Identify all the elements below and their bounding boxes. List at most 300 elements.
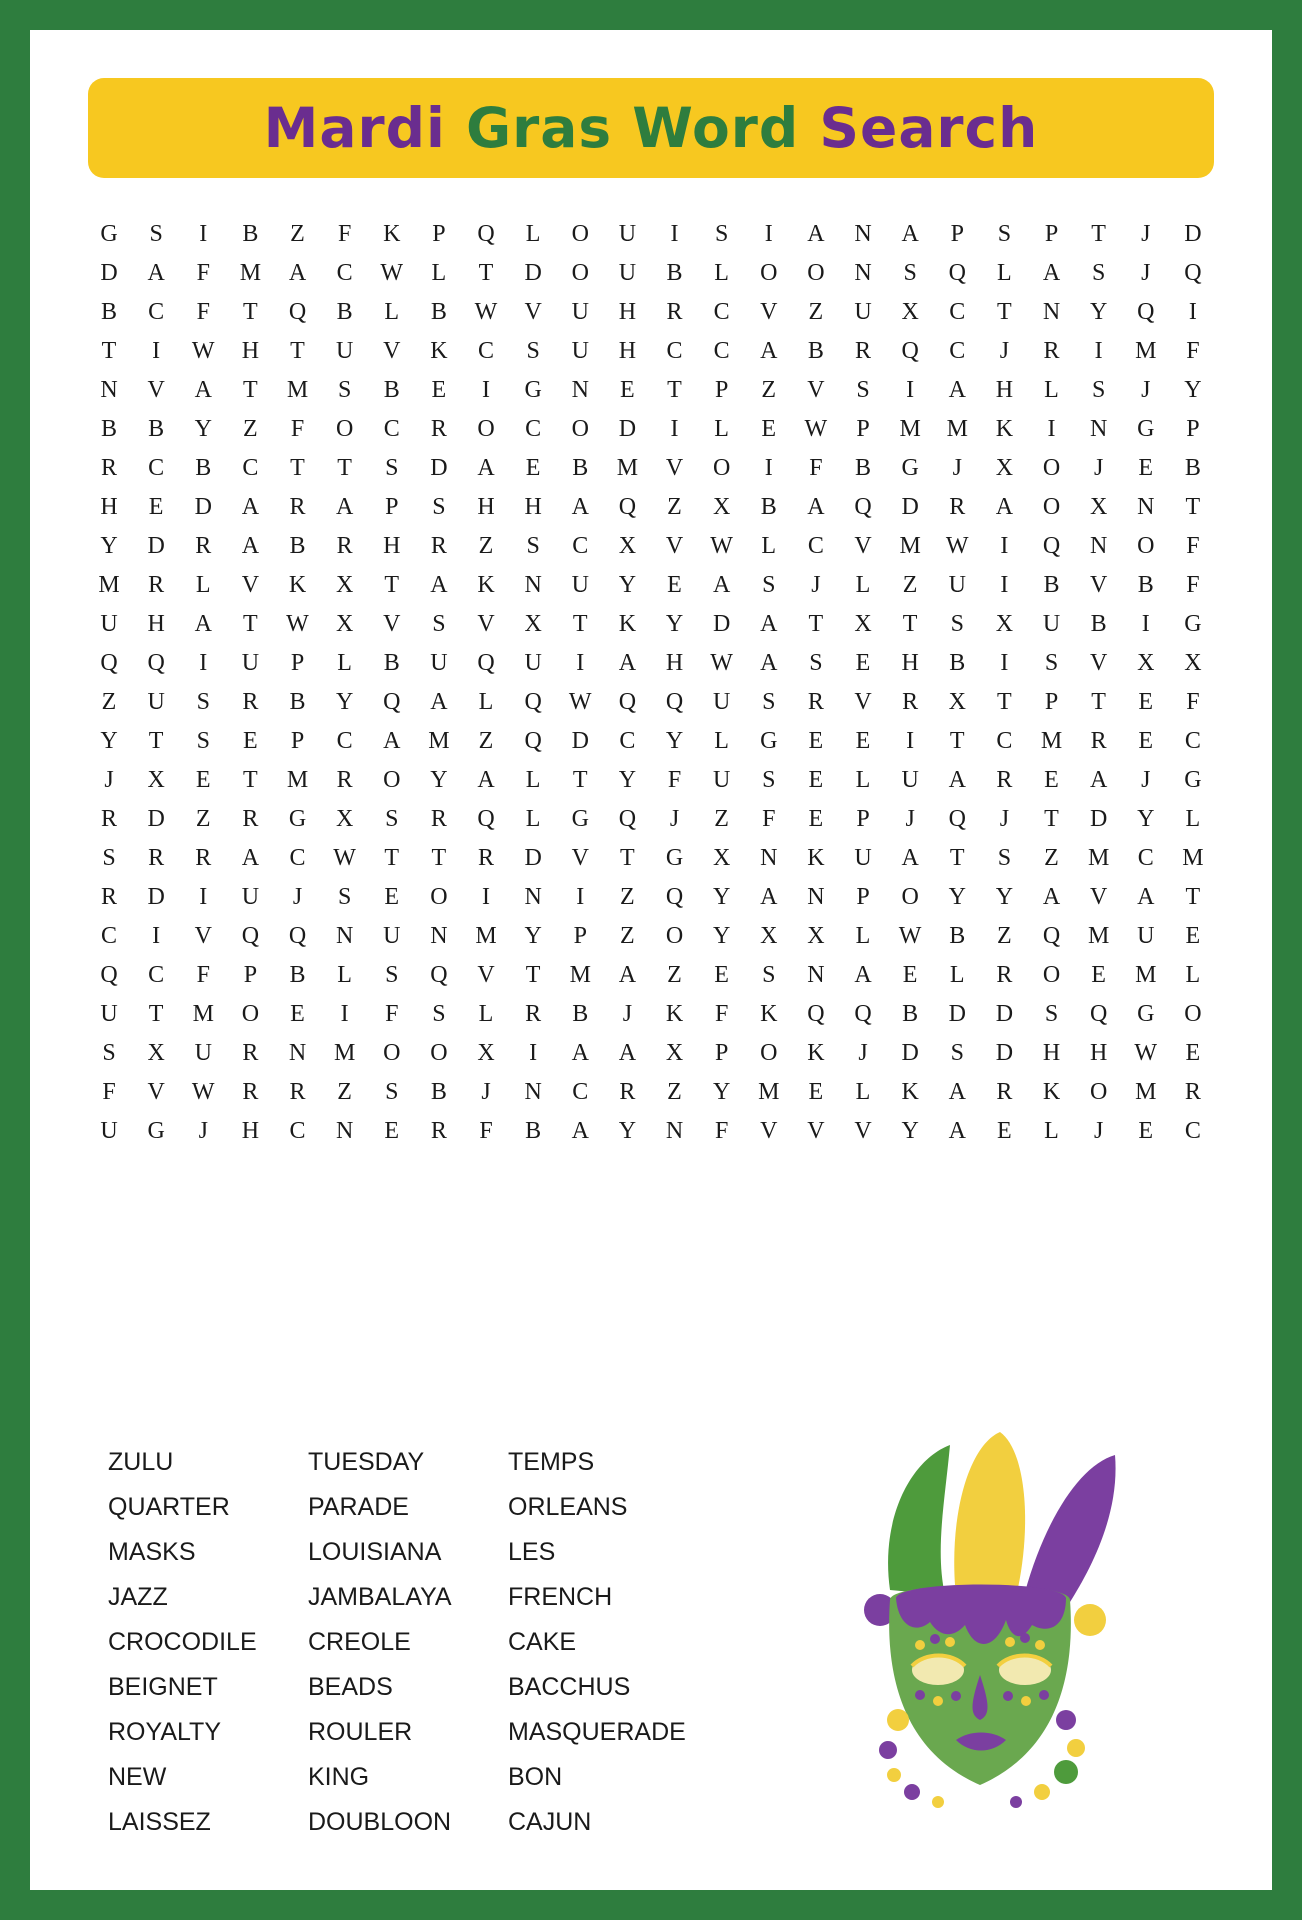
grid-cell: D bbox=[524, 845, 542, 871]
grid-cell: V bbox=[477, 611, 495, 637]
grid-cell: A bbox=[1137, 884, 1155, 910]
grid-cell: F bbox=[196, 962, 210, 988]
grid-cell: M bbox=[333, 1040, 356, 1066]
grid-cell: G bbox=[288, 806, 307, 832]
grid-cell: R bbox=[430, 533, 447, 559]
grid-cell: C bbox=[949, 338, 966, 364]
grid-cell: V bbox=[241, 572, 260, 598]
grid-cell: O bbox=[665, 923, 684, 949]
grid-cell: S bbox=[385, 455, 399, 481]
grid-cell: V bbox=[1089, 650, 1108, 676]
grid-cell: Y bbox=[665, 611, 684, 637]
grid-cell: Q bbox=[524, 689, 542, 715]
grid-cell: M bbox=[1040, 728, 1063, 754]
grid-cell: J bbox=[292, 884, 303, 910]
grid-cell: M bbox=[1135, 962, 1157, 988]
grid-cell: N bbox=[100, 377, 118, 403]
grid-cell: N bbox=[1089, 416, 1108, 442]
grid-cell: A bbox=[901, 845, 919, 871]
grid-cell: S bbox=[385, 806, 399, 832]
grid-cell: N bbox=[288, 1040, 307, 1066]
grid-cell: U bbox=[100, 1118, 118, 1144]
grid-cell: Y bbox=[1184, 377, 1202, 403]
word-list-item: CAJUN bbox=[508, 1808, 592, 1836]
grid-cell: O bbox=[1089, 1079, 1108, 1105]
grid-cell: C bbox=[148, 299, 165, 325]
grid-cell: P bbox=[243, 962, 258, 988]
grid-cell: L bbox=[855, 923, 871, 949]
grid-cell: Z bbox=[667, 1079, 682, 1105]
grid-cell: Z bbox=[195, 806, 211, 832]
grid-cell: O bbox=[430, 1040, 448, 1066]
word-list-item: MASKS bbox=[108, 1538, 196, 1566]
grid-cell: S bbox=[714, 221, 729, 247]
grid-cell: O bbox=[241, 1001, 260, 1027]
grid-cell: G bbox=[524, 377, 542, 403]
grid-cell: S bbox=[762, 572, 776, 598]
grid-cell: L bbox=[337, 962, 352, 988]
grid-cell: I bbox=[670, 221, 679, 247]
grid-cell: C bbox=[242, 455, 259, 481]
grid-cell: B bbox=[854, 455, 871, 481]
grid-cell: Y bbox=[665, 728, 684, 754]
grid-cell: Y bbox=[430, 767, 448, 793]
word-list-column bbox=[508, 1440, 708, 1845]
grid-cell: K bbox=[901, 1079, 919, 1105]
grid-cell: B bbox=[1137, 572, 1154, 598]
grid-row bbox=[90, 527, 1212, 566]
grid-cell: A bbox=[430, 572, 448, 598]
grid-cell: D bbox=[995, 1040, 1014, 1066]
grid-cell: T bbox=[808, 611, 824, 637]
grid-cell: B bbox=[1184, 455, 1201, 481]
grid-cell: Y bbox=[1137, 806, 1155, 832]
grid-cell: C bbox=[949, 299, 966, 325]
grid-cell: L bbox=[1185, 962, 1201, 988]
grid-cell: E bbox=[1138, 689, 1154, 715]
grid-cell: Y bbox=[335, 689, 354, 715]
grid-cell: V bbox=[147, 1079, 165, 1105]
grid-cell: T bbox=[290, 455, 305, 481]
grid-cell: C bbox=[289, 845, 306, 871]
grid-cell: K bbox=[665, 1001, 684, 1027]
grid-cell: W bbox=[333, 845, 356, 871]
word-list-item: MASQUERADE bbox=[508, 1718, 686, 1746]
grid-cell: T bbox=[243, 767, 258, 793]
grid-cell: X bbox=[760, 923, 778, 949]
grid-cell: W bbox=[286, 611, 309, 637]
grid-cell: E bbox=[1091, 962, 1106, 988]
grid-cell: V bbox=[760, 299, 778, 325]
grid-cell: S bbox=[762, 767, 776, 793]
worksheet-page bbox=[30, 30, 1272, 1890]
grid-cell: X bbox=[147, 767, 165, 793]
grid-cell: C bbox=[100, 923, 117, 949]
grid-row bbox=[90, 254, 1212, 293]
word-list bbox=[108, 1440, 728, 1845]
grid-cell: L bbox=[478, 1001, 494, 1027]
grid-cell: X bbox=[712, 845, 731, 871]
grid-cell: T bbox=[148, 728, 164, 754]
grid-cell: Q bbox=[854, 1001, 872, 1027]
grid-cell: T bbox=[997, 299, 1012, 325]
grid-cell: B bbox=[525, 1118, 542, 1144]
grid-cell: U bbox=[712, 767, 731, 793]
grid-cell: X bbox=[901, 299, 919, 325]
grid-cell: N bbox=[571, 377, 589, 403]
grid-cell: R bbox=[619, 1079, 636, 1105]
grid-cell: W bbox=[191, 1079, 215, 1105]
grid-cell: W bbox=[710, 650, 733, 676]
grid-cell: O bbox=[571, 260, 589, 286]
grid-cell: Q bbox=[665, 884, 684, 910]
grid-cell: H bbox=[901, 650, 919, 676]
grid-cell: T bbox=[243, 377, 258, 403]
grid-cell: A bbox=[901, 221, 919, 247]
grid-cell: H bbox=[524, 494, 542, 520]
grid-cell: F bbox=[714, 1118, 729, 1144]
grid-cell: I bbox=[1094, 338, 1103, 364]
grid-cell: U bbox=[571, 299, 589, 325]
grid-cell: R bbox=[242, 1079, 259, 1105]
grid-cell: S bbox=[762, 689, 776, 715]
grid-cell: E bbox=[148, 494, 164, 520]
grid-cell: Z bbox=[808, 299, 824, 325]
grid-cell: L bbox=[855, 1079, 871, 1105]
grid-cell: B bbox=[760, 494, 777, 520]
grid-cell: S bbox=[337, 377, 352, 403]
word-list-item: FRENCH bbox=[508, 1583, 613, 1611]
grid-cell: V bbox=[854, 689, 872, 715]
grid-cell: V bbox=[477, 962, 495, 988]
grid-cell: U bbox=[948, 572, 966, 598]
grid-cell: B bbox=[100, 416, 117, 442]
grid-cell: Q bbox=[477, 221, 495, 247]
grid-cell: O bbox=[760, 260, 778, 286]
grid-cell: T bbox=[572, 611, 588, 637]
grid-cell: D bbox=[194, 494, 212, 520]
grid-cell: A bbox=[948, 767, 966, 793]
grid-cell: S bbox=[102, 845, 116, 871]
grid-cell: K bbox=[430, 338, 448, 364]
grid-cell: R bbox=[100, 455, 117, 481]
word-list-column bbox=[308, 1440, 508, 1845]
grid-cell: G bbox=[571, 806, 589, 832]
grid-cell: A bbox=[477, 767, 495, 793]
grid-cell: P bbox=[290, 650, 305, 676]
grid-cell: Y bbox=[995, 884, 1014, 910]
grid-cell: N bbox=[524, 572, 542, 598]
grid-cell: S bbox=[526, 533, 540, 559]
title-banner bbox=[88, 78, 1214, 178]
grid-cell: X bbox=[335, 611, 354, 637]
grid-cell: B bbox=[1090, 611, 1107, 637]
grid-cell: M bbox=[1087, 845, 1110, 871]
grid-row bbox=[90, 332, 1212, 371]
grid-cell: W bbox=[568, 689, 592, 715]
grid-cell: A bbox=[194, 377, 212, 403]
grid-cell: E bbox=[855, 728, 871, 754]
grid-cell: S bbox=[762, 962, 776, 988]
grid-row bbox=[90, 995, 1212, 1034]
grid-cell: K bbox=[288, 572, 307, 598]
grid-cell: A bbox=[288, 260, 307, 286]
grid-cell: J bbox=[1141, 767, 1151, 793]
grid-cell: T bbox=[290, 338, 305, 364]
grid-cell: D bbox=[147, 806, 165, 832]
grid-cell: F bbox=[714, 1001, 729, 1027]
grid-cell: Z bbox=[761, 377, 777, 403]
grid-cell: E bbox=[808, 1079, 824, 1105]
grid-cell: C bbox=[1137, 845, 1154, 871]
grid-row bbox=[90, 1112, 1212, 1151]
grid-cell: A bbox=[760, 338, 778, 364]
grid-cell: O bbox=[1184, 1001, 1202, 1027]
grid-cell: B bbox=[949, 923, 966, 949]
grid-cell: T bbox=[1185, 494, 1201, 520]
grid-cell: S bbox=[149, 221, 163, 247]
grid-cell: Z bbox=[337, 1079, 352, 1105]
grid-cell: S bbox=[903, 260, 917, 286]
grid-cell: Q bbox=[665, 689, 684, 715]
grid-cell: R bbox=[666, 299, 683, 325]
grid-cell: D bbox=[901, 1040, 919, 1066]
grid-cell: L bbox=[431, 260, 447, 286]
grid-cell: D bbox=[100, 260, 118, 286]
grid-cell: I bbox=[152, 338, 161, 364]
grid-cell: R bbox=[902, 689, 919, 715]
grid-cell: W bbox=[804, 416, 828, 442]
grid-cell: X bbox=[995, 455, 1014, 481]
grid-cell: P bbox=[290, 728, 305, 754]
grid-cell: L bbox=[337, 650, 352, 676]
grid-cell: E bbox=[1044, 767, 1059, 793]
grid-cell: D bbox=[901, 494, 919, 520]
grid-row bbox=[90, 956, 1212, 995]
word-list-item: QUARTER bbox=[108, 1493, 230, 1521]
grid-cell: F bbox=[196, 299, 210, 325]
grid-cell: F bbox=[102, 1079, 116, 1105]
grid-cell: N bbox=[1089, 533, 1108, 559]
grid-row bbox=[90, 722, 1212, 761]
grid-cell: M bbox=[899, 533, 921, 559]
grid-cell: R bbox=[430, 416, 447, 442]
grid-cell: F bbox=[196, 260, 210, 286]
grid-cell: A bbox=[948, 1118, 966, 1144]
grid-cell: A bbox=[571, 494, 589, 520]
grid-cell: M bbox=[899, 416, 921, 442]
grid-cell: O bbox=[383, 767, 401, 793]
grid-cell: G bbox=[1137, 416, 1155, 442]
grid-cell: R bbox=[949, 494, 966, 520]
grid-cell: X bbox=[1184, 650, 1202, 676]
grid-cell: S bbox=[1091, 377, 1106, 403]
grid-cell: G bbox=[1184, 611, 1202, 637]
grid-cell: U bbox=[1137, 923, 1155, 949]
grid-cell: C bbox=[996, 728, 1013, 754]
grid-cell: F bbox=[762, 806, 776, 832]
grid-row bbox=[90, 839, 1212, 878]
grid-cell: Y bbox=[618, 1118, 637, 1144]
grid-cell: O bbox=[571, 416, 589, 442]
grid-cell: N bbox=[1042, 299, 1061, 325]
grid-cell: N bbox=[854, 221, 872, 247]
grid-cell: K bbox=[1042, 1079, 1061, 1105]
grid-cell: D bbox=[430, 455, 448, 481]
grid-cell: U bbox=[241, 884, 260, 910]
grid-cell: S bbox=[432, 1001, 446, 1027]
grid-cell: A bbox=[948, 1079, 966, 1105]
grid-cell: V bbox=[760, 1118, 778, 1144]
word-list-item: LOUISIANA bbox=[308, 1538, 442, 1566]
grid-cell: X bbox=[995, 611, 1014, 637]
word-list-item: BACCHUS bbox=[508, 1673, 631, 1701]
page-title bbox=[264, 96, 1039, 160]
grid-cell: L bbox=[949, 962, 965, 988]
grid-cell: L bbox=[714, 260, 729, 286]
grid-cell: P bbox=[856, 416, 870, 442]
word-search-grid bbox=[90, 215, 1212, 1151]
grid-cell: M bbox=[286, 377, 309, 403]
grid-cell: I bbox=[1141, 611, 1150, 637]
grid-cell: A bbox=[571, 1040, 589, 1066]
word-list-item: CREOLE bbox=[308, 1628, 411, 1656]
grid-cell: M bbox=[239, 260, 262, 286]
grid-cell: U bbox=[100, 611, 118, 637]
grid-cell: G bbox=[901, 455, 919, 481]
grid-cell: X bbox=[712, 494, 731, 520]
grid-cell: O bbox=[760, 1040, 778, 1066]
grid-cell: L bbox=[195, 572, 211, 598]
grid-cell: K bbox=[807, 845, 825, 871]
grid-cell: S bbox=[950, 611, 964, 637]
grid-cell: I bbox=[576, 884, 585, 910]
grid-cell: I bbox=[199, 650, 208, 676]
grid-cell: X bbox=[147, 1040, 165, 1066]
grid-cell: C bbox=[336, 260, 353, 286]
grid-cell: S bbox=[102, 1040, 116, 1066]
grid-cell: V bbox=[147, 377, 165, 403]
grid-row bbox=[90, 371, 1212, 410]
grid-cell: R bbox=[148, 572, 165, 598]
grid-cell: A bbox=[760, 884, 778, 910]
word-list-item: ROYALTY bbox=[108, 1718, 221, 1746]
grid-cell: Z bbox=[101, 689, 117, 715]
grid-row bbox=[90, 644, 1212, 683]
grid-cell: S bbox=[1044, 650, 1059, 676]
grid-cell: U bbox=[194, 1040, 212, 1066]
grid-cell: E bbox=[1138, 455, 1154, 481]
grid-cell: J bbox=[669, 806, 680, 832]
grid-cell: T bbox=[949, 728, 965, 754]
grid-cell: X bbox=[807, 923, 825, 949]
grid-row bbox=[90, 1073, 1212, 1112]
grid-cell: X bbox=[335, 572, 354, 598]
grid-cell: S bbox=[1044, 1001, 1059, 1027]
word-list-item: BEIGNET bbox=[108, 1673, 218, 1701]
grid-cell: T bbox=[1044, 806, 1059, 832]
word-list-item: DOUBLOON bbox=[308, 1808, 452, 1836]
grid-cell: P bbox=[573, 923, 587, 949]
grid-cell: E bbox=[808, 806, 824, 832]
grid-cell: M bbox=[286, 767, 309, 793]
grid-cell: C bbox=[383, 416, 400, 442]
grid-cell: C bbox=[572, 533, 589, 559]
grid-cell: C bbox=[807, 533, 824, 559]
grid-cell: C bbox=[713, 299, 730, 325]
grid-cell: T bbox=[1091, 689, 1106, 715]
grid-cell: H bbox=[618, 338, 637, 364]
grid-cell: T bbox=[620, 845, 635, 871]
grid-cell: R bbox=[100, 806, 117, 832]
grid-cell: V bbox=[807, 1118, 825, 1144]
grid-cell: T bbox=[525, 962, 541, 988]
grid-cell: L bbox=[1044, 377, 1059, 403]
grid-cell: B bbox=[807, 338, 824, 364]
grid-cell: A bbox=[618, 1040, 637, 1066]
grid-cell: L bbox=[997, 260, 1012, 286]
grid-cell: O bbox=[477, 416, 495, 442]
grid-cell: U bbox=[712, 689, 731, 715]
grid-cell: P bbox=[1186, 416, 1200, 442]
grid-cell: R bbox=[336, 533, 353, 559]
grid-cell: S bbox=[950, 1040, 964, 1066]
grid-cell: B bbox=[289, 533, 306, 559]
grid-cell: R bbox=[242, 689, 259, 715]
grid-cell: M bbox=[192, 1001, 214, 1027]
grid-cell: U bbox=[100, 1001, 118, 1027]
word-list-item: ORLEANS bbox=[508, 1493, 628, 1521]
grid-cell: Z bbox=[997, 923, 1012, 949]
grid-cell: Q bbox=[100, 650, 118, 676]
grid-cell: A bbox=[477, 455, 495, 481]
grid-cell: T bbox=[478, 260, 494, 286]
grid-cell: N bbox=[430, 923, 448, 949]
grid-cell: Q bbox=[618, 806, 637, 832]
grid-cell: A bbox=[335, 494, 354, 520]
grid-cell: W bbox=[191, 338, 215, 364]
grid-cell: N bbox=[854, 260, 872, 286]
grid-cell: W bbox=[1134, 1040, 1158, 1066]
grid-cell: C bbox=[525, 416, 542, 442]
grid-cell: X bbox=[477, 1040, 495, 1066]
grid-cell: Q bbox=[477, 650, 495, 676]
grid-cell: P bbox=[950, 221, 964, 247]
grid-cell: O bbox=[335, 416, 354, 442]
word-list-item: BON bbox=[508, 1763, 563, 1791]
grid-cell: X bbox=[1137, 650, 1155, 676]
grid-cell: P bbox=[1044, 689, 1059, 715]
grid-cell: A bbox=[241, 494, 260, 520]
grid-cell: Y bbox=[901, 1118, 919, 1144]
grid-cell: R bbox=[1184, 1079, 1201, 1105]
grid-cell: J bbox=[622, 1001, 633, 1027]
grid-cell: A bbox=[571, 1118, 589, 1144]
grid-cell: B bbox=[336, 299, 353, 325]
grid-cell: X bbox=[948, 689, 966, 715]
grid-cell: H bbox=[995, 377, 1014, 403]
grid-row bbox=[90, 449, 1212, 488]
grid-cell: Q bbox=[948, 806, 966, 832]
grid-row bbox=[90, 293, 1212, 332]
grid-cell: B bbox=[572, 455, 589, 481]
grid-cell: H bbox=[477, 494, 495, 520]
word-list-item: LAISSEZ bbox=[108, 1808, 211, 1836]
word-list-item: CROCODILE bbox=[108, 1628, 257, 1656]
grid-cell: V bbox=[383, 338, 401, 364]
grid-cell: A bbox=[1042, 884, 1061, 910]
grid-cell: G bbox=[1184, 767, 1202, 793]
